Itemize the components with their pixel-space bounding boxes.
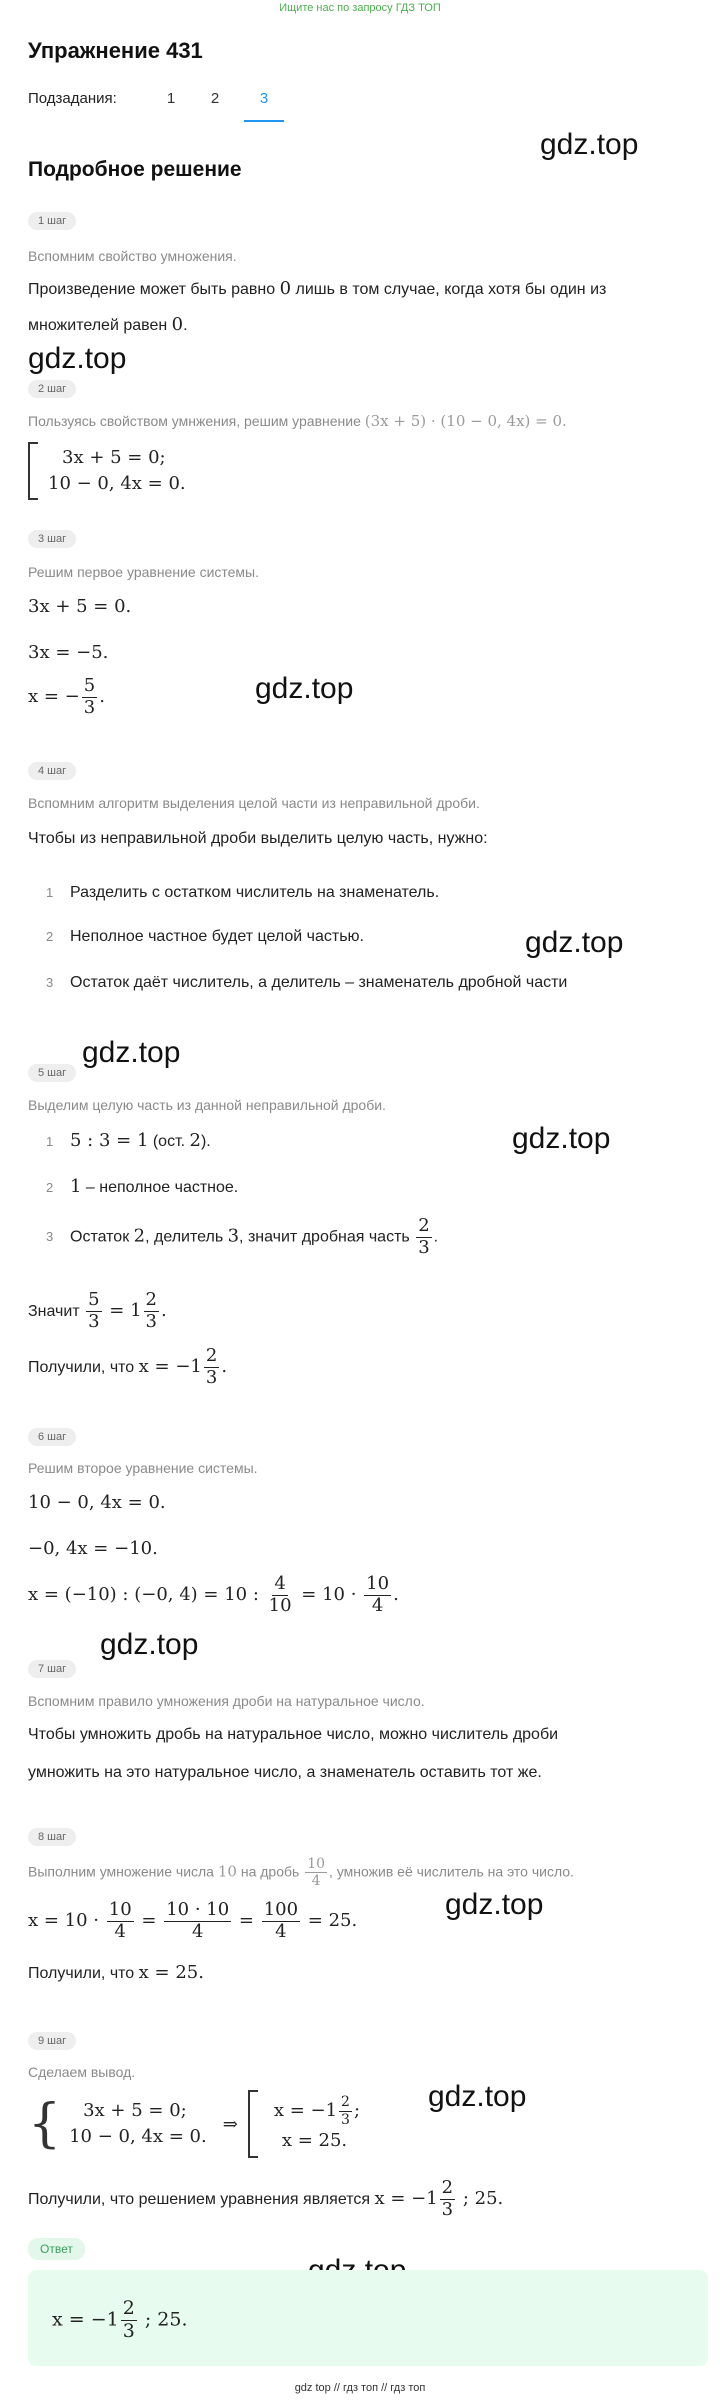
step-badge: 9 шаг [28, 2032, 76, 2050]
watermark: gdz.top [512, 1122, 611, 1155]
step-badge: 5 шаг [28, 1064, 76, 1082]
step-text: Получили, что x = −1 $\frac{2}{3}$ . [28, 1345, 228, 1388]
subtask-tab-1[interactable]: 1 [166, 90, 176, 107]
watermark: gdz.top [100, 1628, 199, 1661]
list-item: 2 1 – неполное частное. [46, 1176, 239, 1197]
step-text: Чтобы из неправильной дроби выделить целую часть, нужно: [28, 830, 488, 847]
math-line: x = − $\frac{5}{3}$ . [28, 675, 105, 718]
watermark: gdz.top [82, 1036, 181, 1069]
math-line: x = (−10) : (−0, 4) = 10 : $\frac{4}{10}$ = 10 · $\frac{10}{4}$ . [28, 1573, 399, 1616]
list-item: 3 Остаток 2, делитель 3, значит дробная часть $\frac{2}{3}$ . [46, 1215, 439, 1258]
solution-heading: Подробное решение [28, 158, 242, 181]
step-hint: Сделаем вывод. [28, 2064, 136, 2080]
step-hint: Выполним умножение числа 10 на дробь $\frac{10}{4}$ , умножив её числитель на это число. [28, 1856, 574, 1890]
step-hint: Решим второе уравнение системы. [28, 1460, 258, 1476]
math-line: 3x + 5 = 0. [28, 596, 132, 617]
step-hint: Вспомним свойство умножения. [28, 248, 237, 264]
list-item: 1 5 : 3 = 1 (ост. 2). [46, 1130, 211, 1151]
math-line: 3x = −5. [28, 642, 109, 663]
step-badge: 6 шаг [28, 1428, 76, 1446]
footer-links: gdz top // гдз топ // гдз топ [294, 2382, 426, 2394]
step-hint: Выделим целую часть из данной неправильной дроби. [28, 1097, 386, 1113]
watermark: gdz.top [525, 926, 624, 959]
step-badge: 8 шаг [28, 1828, 76, 1846]
step-badge: 1 шаг [28, 212, 76, 230]
list-item: 2 Неполное частное будет целой частью. [46, 928, 364, 945]
math-line: 10 − 0, 4x = 0. [28, 1492, 166, 1513]
step-badge: 2 шаг [28, 380, 76, 398]
watermark: gdz.top [540, 128, 639, 161]
math-line: −0, 4x = −10. [28, 1538, 158, 1559]
step-text: Произведение может быть равно 0 лишь в том случае, когда хотя бы один из [28, 278, 607, 299]
watermark: gdz.top [445, 1888, 544, 1921]
watermark: gdz.top [255, 672, 354, 705]
equation-system: { 3x + 5 = 0; 10 − 0, 4x = 0. ⇒ x = −1 $\frac{2}{3}$ ; x = 25. [28, 2090, 360, 2158]
list-item: 3 Остаток даёт числитель, а делитель – знаменатель дробной части [46, 974, 568, 991]
step-hint: Пользуясь свойством умнжения, решим уравнение (3x + 5) · (10 − 0, 4x) = 0. [28, 412, 567, 430]
watermark: gdz.top [428, 2080, 527, 2113]
step-badge: 3 шаг [28, 530, 76, 548]
footer-link[interactable]: gdz top [294, 2382, 331, 2394]
step-text: умножить на это натуральное число, а знаменатель оставить тот же. [28, 1764, 542, 1781]
step-badge: 7 шаг [28, 1660, 76, 1678]
list-item: 1 Разделить с остатком числитель на знаменатель. [46, 884, 440, 901]
subtask-tab-2[interactable]: 2 [210, 90, 220, 107]
step-text: Значит $\frac{5}{3}$ = 1 $\frac{2}{3}$ . [28, 1289, 167, 1332]
footer-link[interactable]: гдз топ [390, 2382, 426, 2394]
equation-system: 3x + 5 = 0; 10 − 0, 4x = 0. [28, 442, 186, 500]
answer-badge: Ответ [28, 2238, 85, 2260]
step-text: Получили, что x = 25. [28, 1962, 204, 1983]
page-title: Упражнение 431 [28, 38, 203, 63]
subtask-tab-3[interactable]: 3 [259, 90, 269, 107]
watermark: gdz.top [28, 342, 127, 375]
answer-value: x = −1 $\frac{2}{3}$ ; 25. [52, 2297, 188, 2342]
subtasks-label: Подзадания: [28, 90, 117, 107]
footer-link[interactable]: гдз топ [343, 2382, 379, 2394]
step-hint: Вспомним алгоритм выделения целой части из неправильной дроби. [28, 795, 480, 811]
step-badge: 4 шаг [28, 762, 76, 780]
math-line: x = 10 · $\frac{10}{4}$ = $\frac{10 \cdot 10}{4}$ = $\frac{100}{4}$ = 25. [28, 1899, 358, 1942]
step-text: Получили, что решением уравнения является x = −1 $\frac{2}{3}$ ; 25. [28, 2177, 504, 2220]
active-tab-indicator [244, 120, 284, 122]
step-text: множителей равен 0. [28, 314, 188, 335]
step-hint: Решим первое уравнение системы. [28, 564, 260, 580]
step-hint: Вспомним правило умножения дроби на натуральное число. [28, 1693, 425, 1709]
step-text: Чтобы умножить дробь на натуральное число, можно числитель дроби [28, 1726, 559, 1743]
top-search-hint[interactable]: Ищите нас по запросу ГДЗ ТОП [279, 2, 441, 14]
